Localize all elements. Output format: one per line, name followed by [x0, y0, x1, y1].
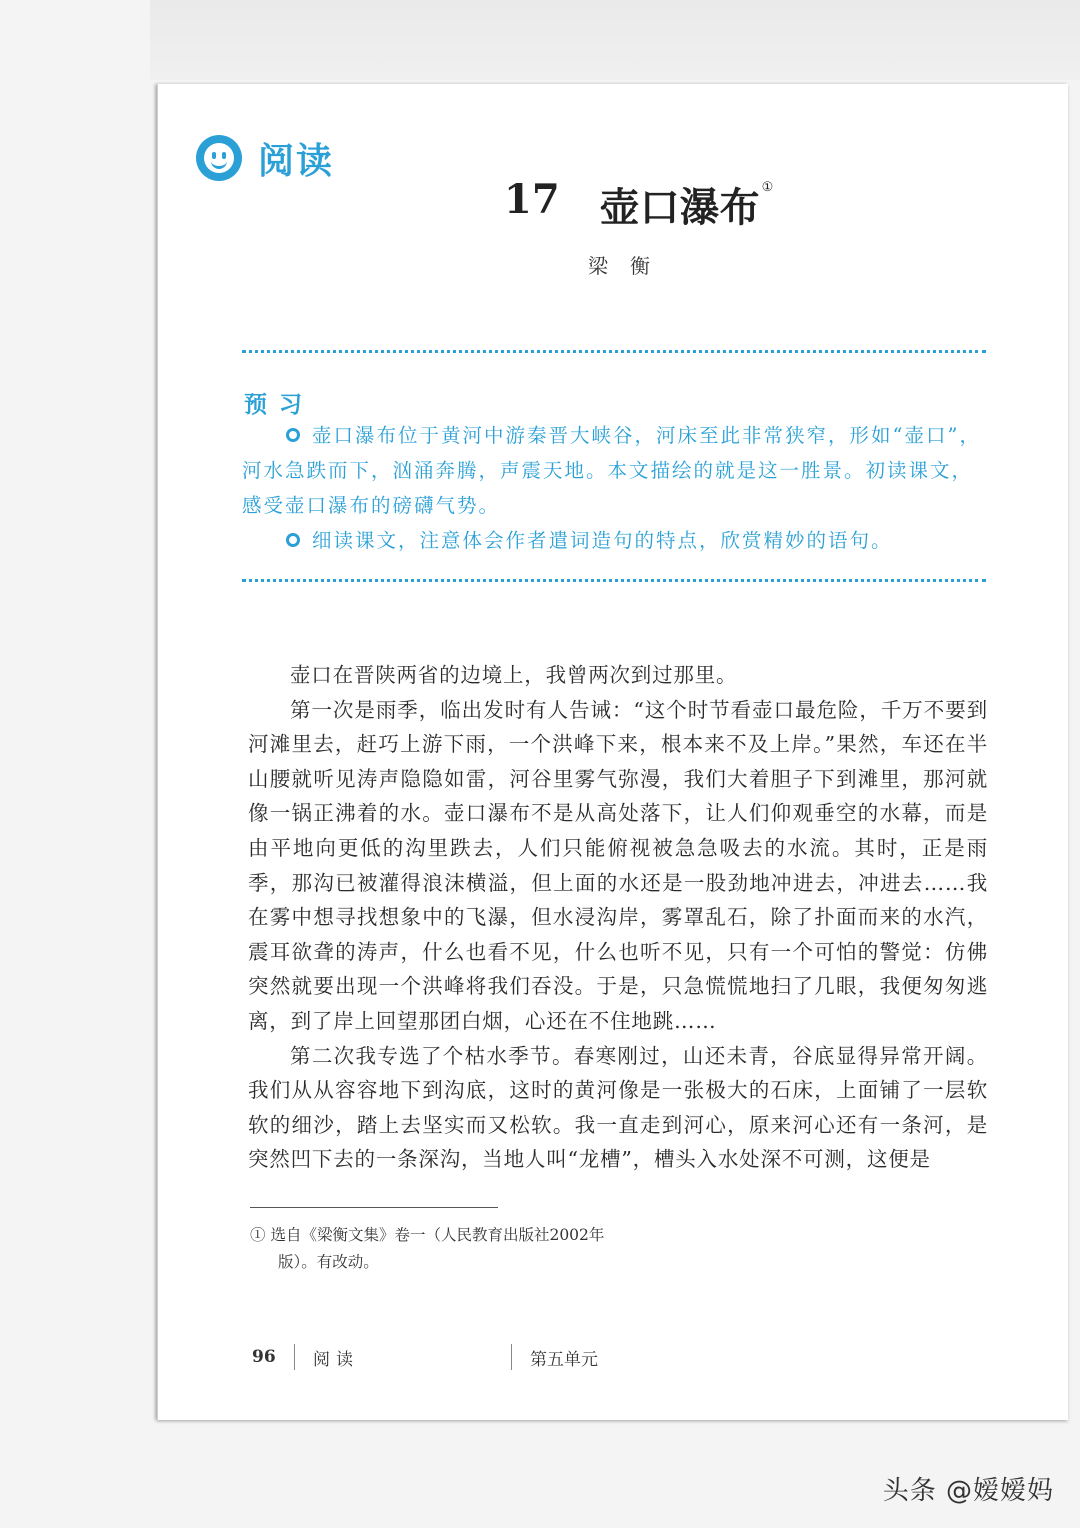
preview-title: 预习: [244, 391, 314, 418]
bullet-icon: [286, 533, 300, 547]
footer-section-label: 阅读: [313, 1349, 359, 1370]
footnote-divider: [250, 1207, 498, 1208]
body-paragraph: 第一次是雨季，临出发时有人告诫：“这个时节看壶口最危险，千万不要到河滩里去，赶巧上游下雨，一个洪峰下来，根本来不及上岸。”果然，车还在半山腰就听见涛声隐隐如雷，河谷里雾气弥漫，我们大着胆子下到滩里，那河就像一锅正沸着的水。壶口瀑布不是从高处落下，让人们仰观垂空的水幕，而是由平地向更低的沟里跌去，人们只能俯视被急急吸去的水流。其时，正是雨季，那沟已被灌得浪沫横溢，但上面的水还是一股劲地冲进去，冲进去……我在雾中想寻找想象中的飞瀑，但水浸沟岸，雾罩乱石，除了扑面而来的水汽，震耳欲聋的涛声，什么也看不见，什么也听不见，只有一个可怕的警觉：仿佛突然就要出现一个洪峰将我们吞没。于是，只急慌慌地扫了几眼，我便匆匆逃离，到了岸上回望那团白烟，心还在不住地跳……: [248, 697, 988, 1033]
footnote-text: 选自《梁衡文集》卷一（人民教育出版社2002年版）。有改动。: [270, 1226, 605, 1271]
author-name: 梁衡: [588, 254, 672, 278]
textbook-page: [157, 84, 1068, 1420]
lesson-title: [504, 176, 773, 233]
preview-box: [242, 418, 986, 558]
watermark: 头条 @嫒嫒妈: [882, 1476, 1054, 1506]
article-body: [248, 658, 988, 1177]
preview-divider-top: [242, 350, 986, 353]
footer-unit-label: 第五单元: [530, 1349, 598, 1370]
footnote: [250, 1222, 638, 1276]
body-paragraph: 壶口在晋陕两省的边境上，我曾两次到过那里。: [290, 663, 738, 687]
footnote-reference[interactable]: ①: [761, 180, 774, 195]
footer-separator: [294, 1344, 295, 1370]
smiley-icon: [196, 135, 242, 181]
body-paragraph: 第二次我专选了个枯水季节。春寒刚过，山还未青，谷底显得异常开阔。我们从从容容地下到沟底，这时的黄河像是一张极大的石床，上面铺了一层软软的细沙，踏上去坚实而又松软。我一直走到河心，原来河心还有一条河，是突然凹下去的一条深沟，当地人叫“龙槽”，槽头入水处深不可测，这便是: [248, 1043, 988, 1172]
lesson-number: 17: [504, 176, 560, 223]
bullet-icon: [286, 428, 300, 442]
scan-background: [150, 0, 1080, 80]
lesson-name: 壶口瀑布: [599, 184, 760, 231]
section-title: 阅读: [258, 139, 335, 182]
page-number: 96: [252, 1347, 276, 1367]
preview-divider-bottom: [242, 579, 986, 582]
page-footer: [252, 1342, 598, 1372]
preview-item: 细读课文，注意体会作者遣词造句的特点，欣赏精妙的语句。: [242, 523, 986, 558]
footnote-mark: ①: [250, 1226, 266, 1244]
section-header: [196, 132, 334, 184]
preview-item: 壶口瀑布位于黄河中游秦晋大峡谷，河床至此非常狭窄，形如“壶口”，河水急跌而下，汹涌奔腾，声震天地。本文描绘的就是这一胜景。初读课文，感受壶口瀑布的磅礴气势。: [242, 424, 981, 517]
footer-separator: [511, 1344, 512, 1370]
